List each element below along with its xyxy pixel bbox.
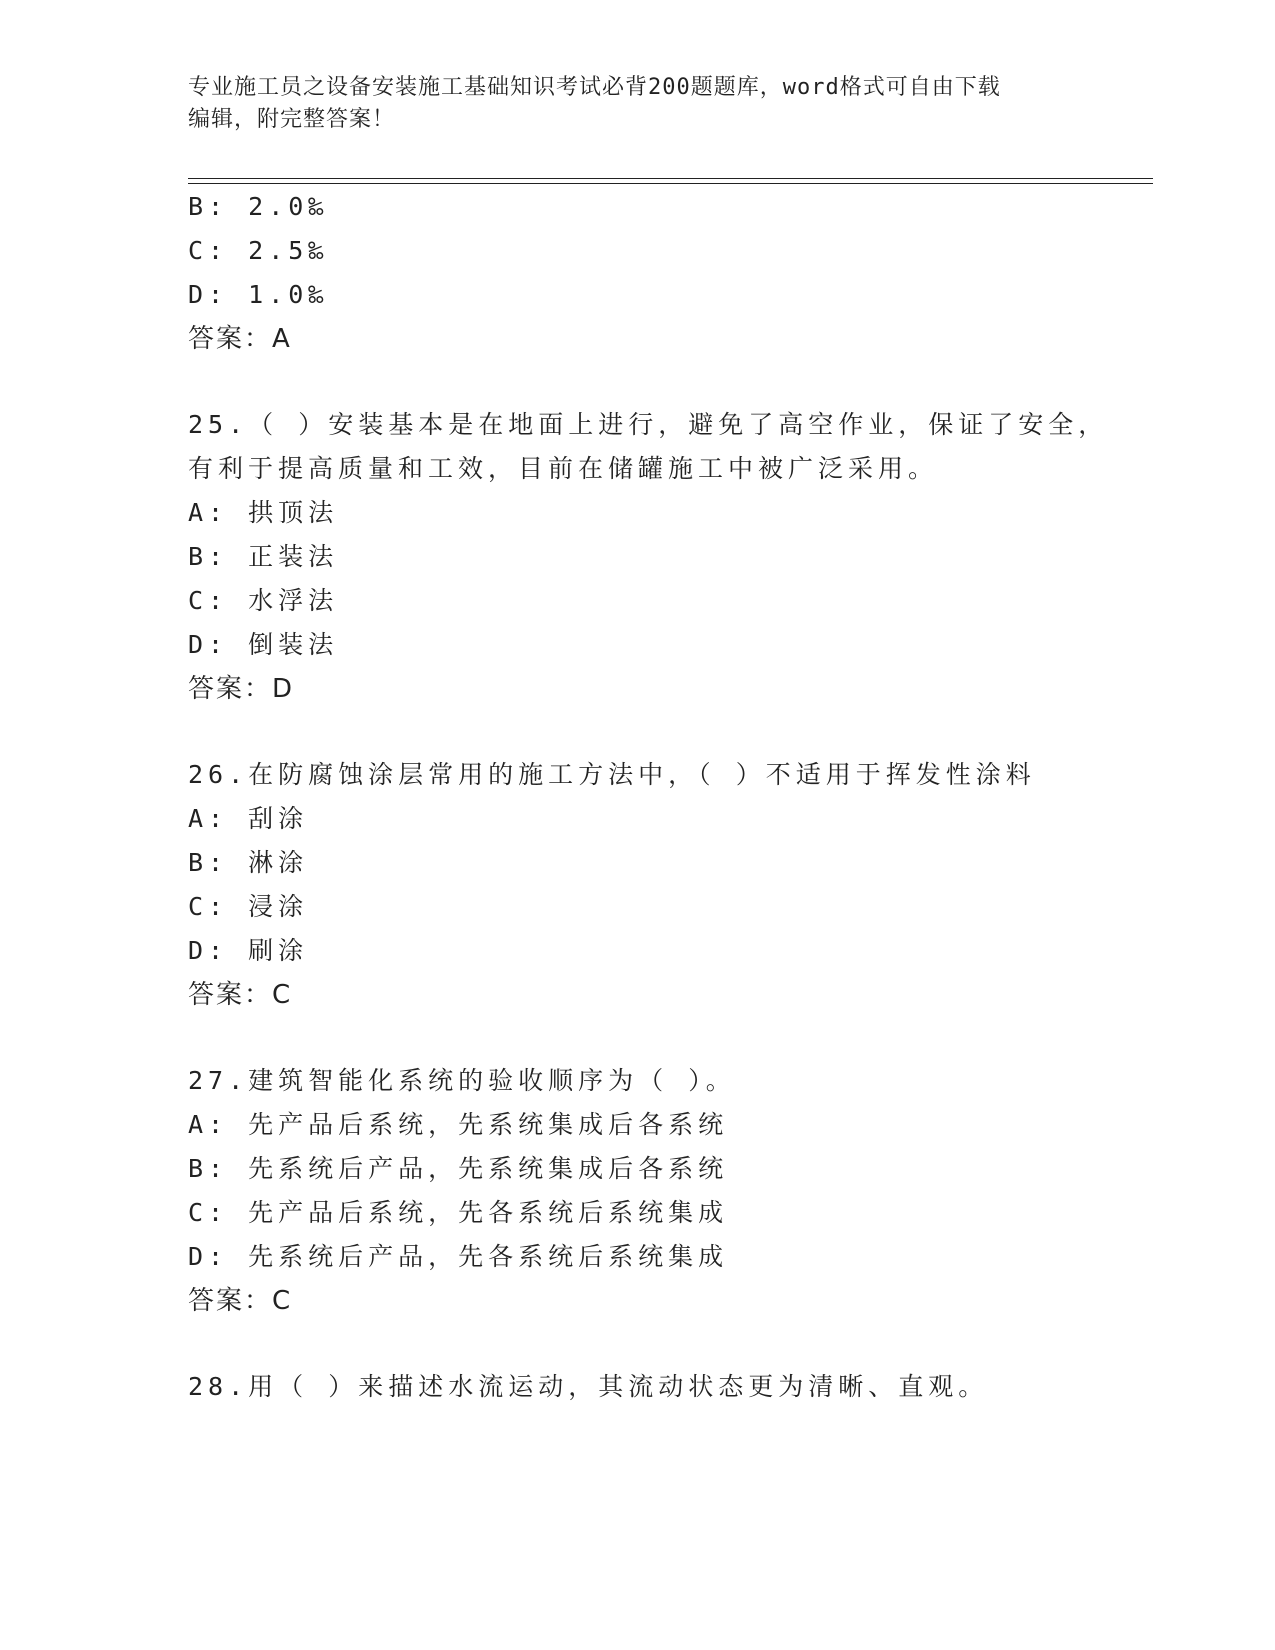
q25-option-d: D: 倒装法 xyxy=(188,630,339,659)
q26-stem: 26.在防腐蚀涂层常用的施工方法中，（ ）不适用于挥发性涂料 xyxy=(188,760,1036,789)
q24-option-c: C: 2.5‰ xyxy=(188,236,329,265)
q24-answer: 答案：A xyxy=(188,324,292,354)
header-divider-bottom xyxy=(188,183,1153,184)
q27-answer: 答案：C xyxy=(188,1286,293,1316)
q27-stem: 27.建筑智能化系统的验收顺序为（ ）。 xyxy=(188,1066,736,1095)
q25-answer: 答案：D xyxy=(188,674,295,704)
q25-option-a: A: 拱顶法 xyxy=(188,498,339,527)
q27-option-d: D: 先系统后产品，先各系统后系统集成 xyxy=(188,1242,729,1271)
q25-stem-line1: 25.（ ）安装基本是在地面上进行，避免了高空作业，保证了安全， xyxy=(188,410,1109,439)
q26-option-d: D: 刷涂 xyxy=(188,936,309,965)
q24-option-d: D: 1.0‰ xyxy=(188,280,329,309)
q25-option-b: B: 正装法 xyxy=(188,542,339,571)
q26-option-a: A: 刮涂 xyxy=(188,804,309,833)
q24-option-b: B: 2.0‰ xyxy=(188,192,329,221)
q25-option-c: C: 水浮法 xyxy=(188,586,339,615)
q26-option-b: B: 淋涂 xyxy=(188,848,309,877)
q27-option-b: B: 先系统后产品，先系统集成后各系统 xyxy=(188,1154,729,1183)
q27-option-a: A: 先产品后系统，先系统集成后各系统 xyxy=(188,1110,729,1139)
q26-option-c: C: 浸涂 xyxy=(188,892,309,921)
document-header xyxy=(188,72,1088,136)
q27-option-c: C: 先产品后系统，先各系统后系统集成 xyxy=(188,1198,729,1227)
q25-stem-line2: 有利于提高质量和工效，目前在储罐施工中被广泛采用。 xyxy=(188,454,939,483)
q28-stem: 28.用（ ）来描述水流运动，其流动状态更为清晰、直观。 xyxy=(188,1372,989,1401)
q26-answer: 答案：C xyxy=(188,980,293,1010)
header-title-line1: 专业施工员之设备安装施工基础知识考试必背200题题库，word格式可自由下载 xyxy=(188,75,1001,100)
header-divider-top xyxy=(188,178,1153,179)
header-title-line2: 编辑，附完整答案！ xyxy=(188,107,396,132)
